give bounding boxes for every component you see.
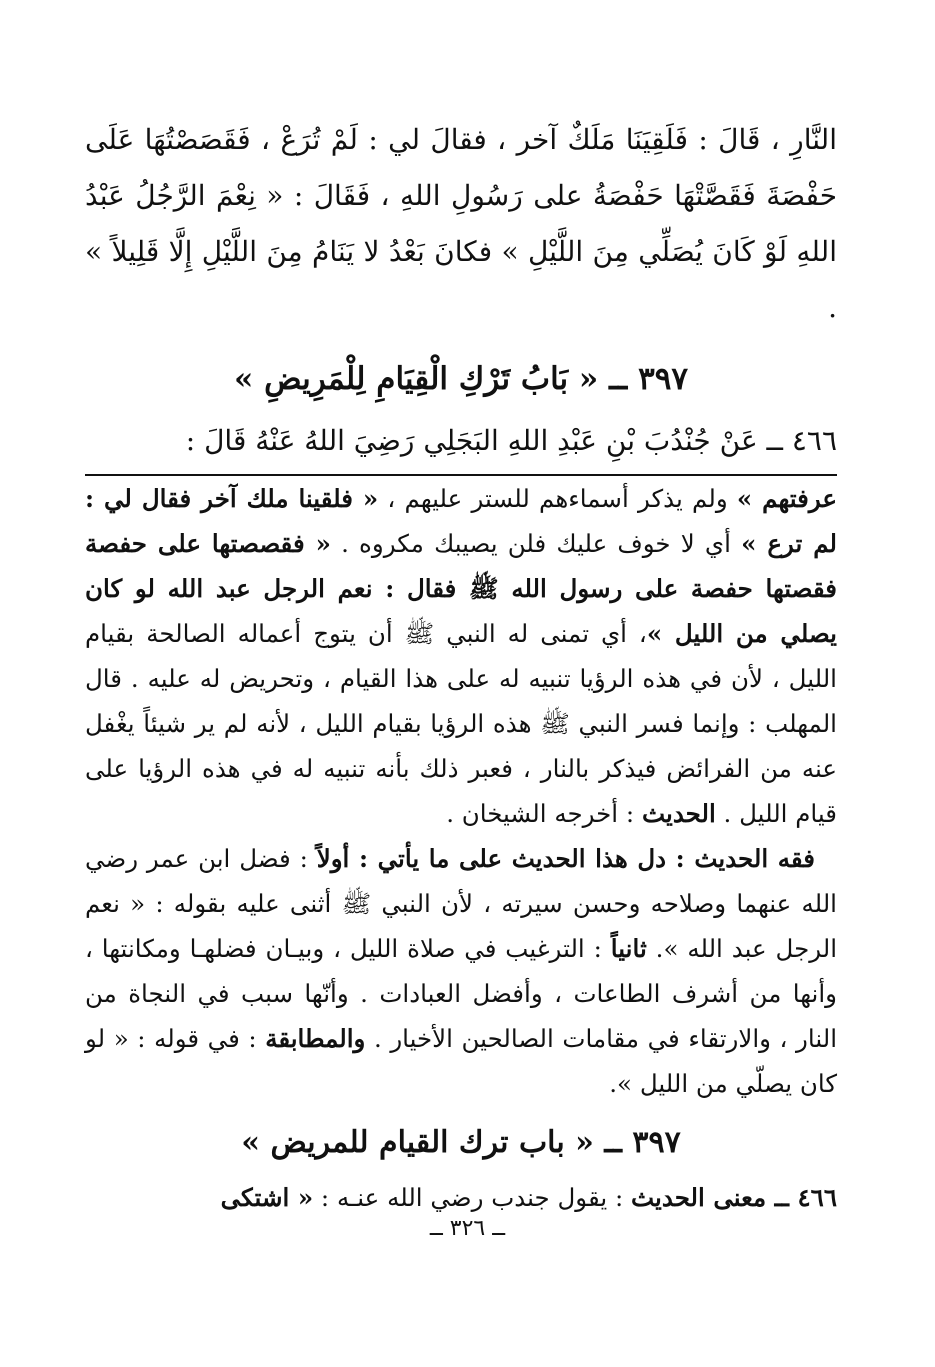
hadith-line: النَّارِ ، قَالَ : فَلَقِيَنَا مَلَكٌ آخر ، فقالَ لي : لَمْ تُرَعْ ، فَقَصَصْتُهَا عَلَى حَفْصَةَ (85, 123, 838, 212)
commentary-bold: عرفتهم » (736, 484, 838, 513)
commentary-paragraph-2 (85, 836, 837, 1106)
commentary-text: : فضل ابن عمر رضي الله عنهما وصلاحه وحسن سيرته ، لأن النبي ﷺ أثنى عليه بقوله : « نعم الرجل عبد الله ». (85, 844, 838, 963)
commentary (85, 476, 837, 1106)
page-number: ــ ٣٢٦ ــ (429, 1216, 506, 1241)
commentary-text: : أخرجه الشيخان . (446, 799, 642, 828)
commentary-bold: ٤٦٦ ــ معنى الحديث (630, 1183, 837, 1212)
commentary-bold: « فلقينا ملك آخر فقال لي : لم ترع » (85, 484, 837, 558)
hadith-line: فَقَصَّتْهَا حَفْصَةُ على رَسُولِ اللهِ ، فَقَالَ : « نِعْمَ الرَّجُلُ عَبْدُ اللهِ لَوْ كَانَ (85, 179, 837, 268)
hadith-text (85, 112, 837, 336)
commentary-bold: الحديث (641, 799, 716, 828)
hadith-line: يُصَلِّي مِنَ اللَّيْلِ » فكانَ بَعْدُ لا يَنَامُ مِنَ اللَّيْلِ إِلَّا قَلِيلاً » . (85, 235, 837, 324)
commentary-text: : الترغيب في صلاة الليل ، وبيـان فضلهـا ومكانتها ، وأنها من أشرف الطاعات ، وأفضل العبادات . وأنّها سبب في النجاة من النار ، والارتقاء في مقامات الصالحين الأخيار . (85, 934, 837, 1053)
commentary-bold: ثانياً (610, 934, 647, 963)
commentary-text: : في قوله : « لو كان يصلّي من الليل ». (85, 1024, 837, 1098)
commentary-bold: والمطابقة (265, 1024, 366, 1053)
commentary-text: : يقول جندب رضي الله عنـه : (313, 1183, 631, 1212)
book-page (85, 112, 837, 1222)
commentary-text: ، أي تمنى له النبي ﷺ أن يتوج أعماله الصالحة بقيام الليل ، لأن في هذه الرؤيا تنبيه له على هذا القيام ، وتحريض له عليه . قال المهلب : وإنما فسر النبي ﷺ هذه الرؤيا بقيام الليل ، لأنه لم ير شيئاً يغْفل عنه من الفرائض فيذكر بالنار ، فعبر ذلك بأنه تنبيه له في هذه الرؤيا على قيام الليل . (85, 619, 837, 828)
commentary-paragraph-1 (85, 476, 837, 836)
isnad-line: ٤٦٦ ــ عَنْ جُنْدُبَ بْنِ عَبْدِ اللهِ البَجَلِي رَضِيَ اللهُ عَنْهُ قَالَ : (85, 414, 837, 476)
chapter-title-commentary: ٣٩٧ ــ « باب ترك القيام للمريض » (241, 1125, 681, 1160)
commentary-text: ولم يذكر أسماءهم للستر عليهم ، (378, 484, 737, 513)
commentary-last-line (85, 1174, 837, 1222)
commentary-bold: فقه الحديث : دل هذا الحديث على ما يأتي : أولاً (316, 844, 815, 873)
chapter-title: ٣٩٧ ــ « بَابُ تَرْكِ الْقِيَامِ لِلْمَرِيضِ » (233, 361, 689, 397)
commentary-text: أي لا خوف عليك فلن يصيبك مكروه . (330, 529, 742, 558)
commentary-bold: « اشتكى (220, 1183, 314, 1212)
commentary-bold: « فقصصتها على حفصة فقصتها حفصة على رسول الله ﷺ فقال : نعم الرجل عبد الله لو كان يصلي من الليل » (85, 529, 837, 648)
